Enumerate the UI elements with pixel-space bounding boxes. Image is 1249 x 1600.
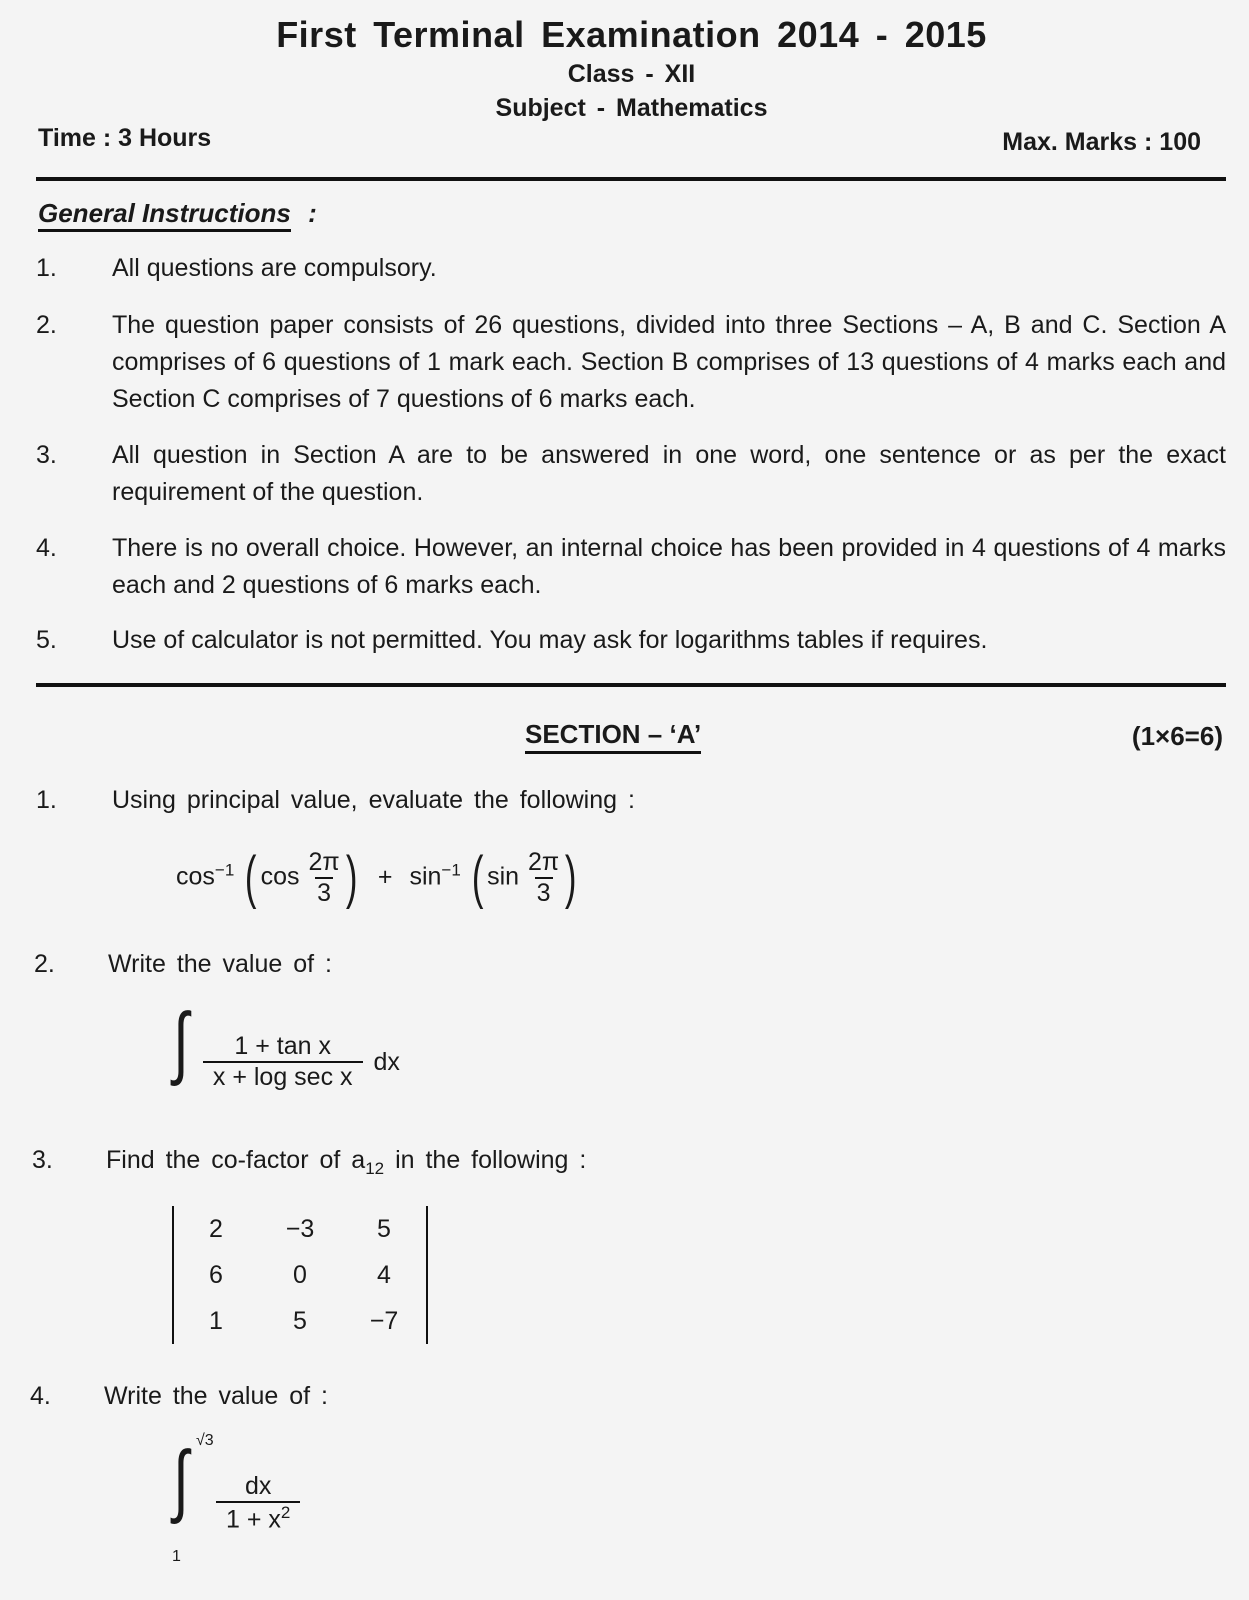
question-text: Using principal value, evaluate the following :: [112, 786, 635, 814]
matrix-cell: 1: [209, 1306, 223, 1335]
general-instructions-heading: [38, 198, 317, 229]
heading-colon: :: [308, 198, 317, 228]
instruction-number: 5.: [36, 626, 57, 654]
instruction-number: 3.: [36, 441, 57, 469]
question-text: Write the value of :: [108, 950, 332, 978]
instructions-divider: [36, 683, 1226, 687]
right-paren-icon: ): [345, 845, 358, 910]
instruction-item: [36, 250, 1226, 287]
q2-expression: [170, 997, 400, 1092]
matrix-cell: 4: [377, 1260, 391, 1289]
section-marks: (1×6=6): [1131, 721, 1223, 751]
question-text: [106, 1146, 586, 1179]
upper-limit: √3: [196, 1432, 214, 1449]
section-title: SECTION – ‘A’: [525, 719, 701, 754]
instruction-item: [36, 307, 1226, 418]
exam-title: First Terminal Examination 2014 - 2015: [276, 14, 987, 55]
fraction: [203, 1032, 363, 1092]
question-3: [32, 1146, 1132, 1186]
question-number: 2.: [34, 950, 55, 978]
fraction: [216, 1472, 300, 1534]
header-divider: [36, 177, 1226, 181]
instruction-text: There is no overall choice. However, an internal choice has been provided in 4 questions of 4 marks each and 2 questions of 6 marks each.: [112, 534, 1226, 599]
exponent: 2: [280, 1503, 291, 1522]
question-2: [34, 950, 1134, 990]
instruction-number: 2.: [36, 311, 57, 339]
fraction-numerator: 1 + tan x: [234, 1032, 331, 1061]
matrix-cell: 5: [377, 1214, 391, 1243]
q4-expression: [168, 1430, 368, 1590]
instruction-item: [36, 530, 1226, 604]
fraction-denominator: [216, 1501, 300, 1534]
instruction-text: Use of calculator is not permitted. You may ask for logarithms tables if requires.: [112, 626, 988, 654]
matrix-cell: 0: [293, 1260, 307, 1289]
instruction-item: [36, 622, 1226, 659]
question-text: Write the value of :: [104, 1382, 328, 1410]
fn-cos: cos: [176, 862, 215, 891]
left-paren-icon: (: [245, 845, 257, 910]
instruction-text: All question in Section A are to be answered in one word, one sentence or as per the exact requirement of the question.: [112, 441, 1226, 506]
matrix-cell: 6: [209, 1260, 223, 1289]
question-4: [30, 1382, 1130, 1422]
question-text-before: Find the co-factor of a: [106, 1146, 366, 1174]
instruction-item: [36, 437, 1226, 511]
left-paren-icon: (: [471, 845, 484, 910]
matrix-cell: −7: [369, 1306, 399, 1335]
inner-sin: sin: [487, 862, 520, 891]
fn-sin: sin: [409, 862, 442, 891]
fraction-numerator: 2π: [308, 848, 340, 876]
time-allowed: Time : 3 Hours: [38, 124, 212, 152]
class-line: Class - XII: [567, 60, 696, 88]
matrix-cell: 2: [209, 1214, 223, 1243]
fraction-denominator: 3: [317, 879, 331, 907]
fraction-denominator: 3: [536, 879, 551, 907]
general-instructions-label: General Instructions: [38, 198, 291, 232]
inverse-exponent: −1: [214, 860, 235, 880]
q1-expression: [176, 845, 580, 910]
fraction-numerator: dx: [244, 1472, 272, 1500]
matrix-row: [173, 1298, 427, 1344]
plus-sign: +: [377, 862, 393, 891]
denominator-base: 1 + x: [226, 1505, 281, 1534]
inner-cos: cos: [260, 862, 300, 891]
fraction-numerator: 2π: [528, 848, 560, 876]
subscript: 12: [365, 1159, 385, 1178]
subject-line: Subject - Mathematics: [495, 94, 768, 122]
question-number: 1.: [36, 786, 57, 814]
question-number: 4.: [30, 1382, 51, 1410]
instruction-number: 1.: [36, 254, 57, 282]
fraction: [526, 848, 561, 908]
question-1: [36, 786, 1136, 826]
fraction-denominator: x + log sec x: [203, 1061, 363, 1092]
instruction-number: 4.: [36, 534, 57, 562]
matrix-cell: −3: [285, 1214, 315, 1243]
matrix-row: [173, 1206, 427, 1252]
integral-sign-icon: ∫: [173, 1435, 189, 1524]
matrix-row: [173, 1252, 427, 1298]
inverse-exponent: −1: [441, 860, 461, 880]
matrix-cell: 5: [293, 1306, 307, 1335]
differential: dx: [373, 1047, 400, 1076]
determinant-matrix: [172, 1206, 428, 1344]
max-marks: Max. Marks : 100: [1002, 128, 1201, 156]
instruction-text: The question paper consists of 26 questions, divided into three Sections – A, B and C. Section A comprises of 6 questions of 1 mark each. Section B comprises of 13 questions of 4 marks each and Section C comprises of 7 questions of 6 marks each.: [112, 311, 1226, 413]
instruction-text: All questions are compulsory.: [112, 254, 437, 282]
question-number: 3.: [32, 1146, 53, 1174]
integral-sign-icon: ∫: [173, 997, 189, 1086]
lower-limit: 1: [172, 1548, 181, 1565]
question-text-after: in the following :: [395, 1146, 587, 1174]
fraction: [306, 848, 341, 908]
right-paren-icon: ): [565, 845, 577, 910]
